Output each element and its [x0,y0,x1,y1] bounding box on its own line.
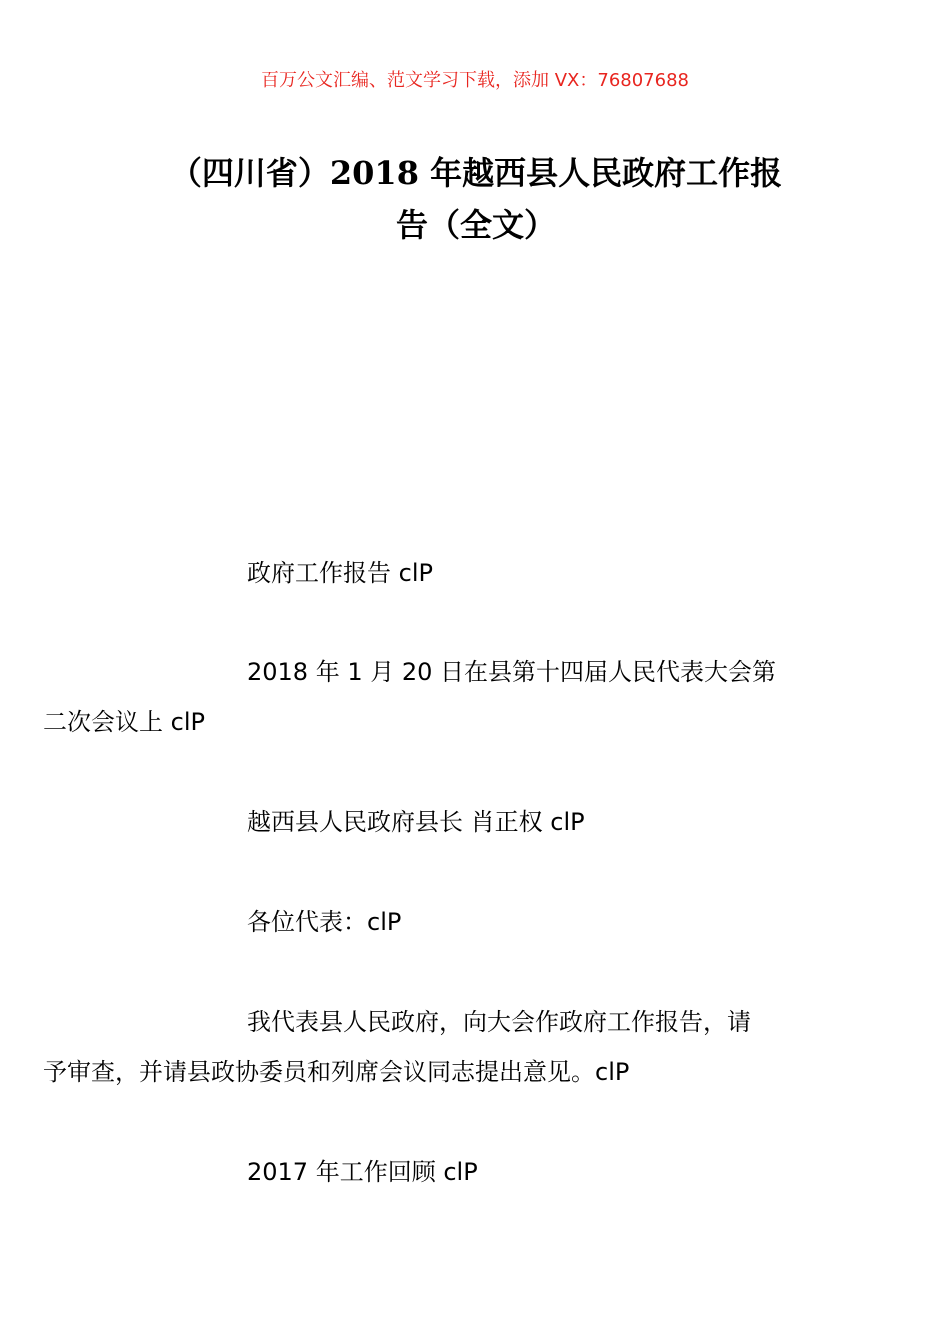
paragraph-text: 越西县人民政府县长 肖正权 clP [247,808,585,836]
title-line-2: 告（全文） [395,206,556,244]
paragraph-intro [43,997,807,1097]
paragraph-text: 各位代表：clP [247,908,402,936]
paragraph-line-1: 我代表县人民政府，向大会作政府工作报告，请 [247,1008,751,1036]
paragraph-report-label [145,548,807,598]
document-title [145,147,807,251]
paragraph-text: 2017 年工作回顾 clP [247,1158,478,1186]
paragraph-line-2: 二次会议上 clP [43,708,205,736]
paragraph-text: 政府工作报告 clP [247,559,433,587]
paragraph-line-1: 2018 年 1 月 20 日在县第十四届人民代表大会第 [247,658,777,686]
header-note: 百万公文汇编、范文学习下载，添加 VX：76807688 [261,70,689,91]
paragraph-speaker [145,797,807,847]
title-line-1: （四川省）2018 年越西县人民政府工作报 [169,154,783,192]
paragraph-section-heading [145,1147,807,1197]
paragraph-meeting-date [43,647,807,747]
paragraph-salutation [145,897,807,947]
paragraph-line-2: 予审查，并请县政协委员和列席会议同志提出意见。clP [43,1058,630,1086]
